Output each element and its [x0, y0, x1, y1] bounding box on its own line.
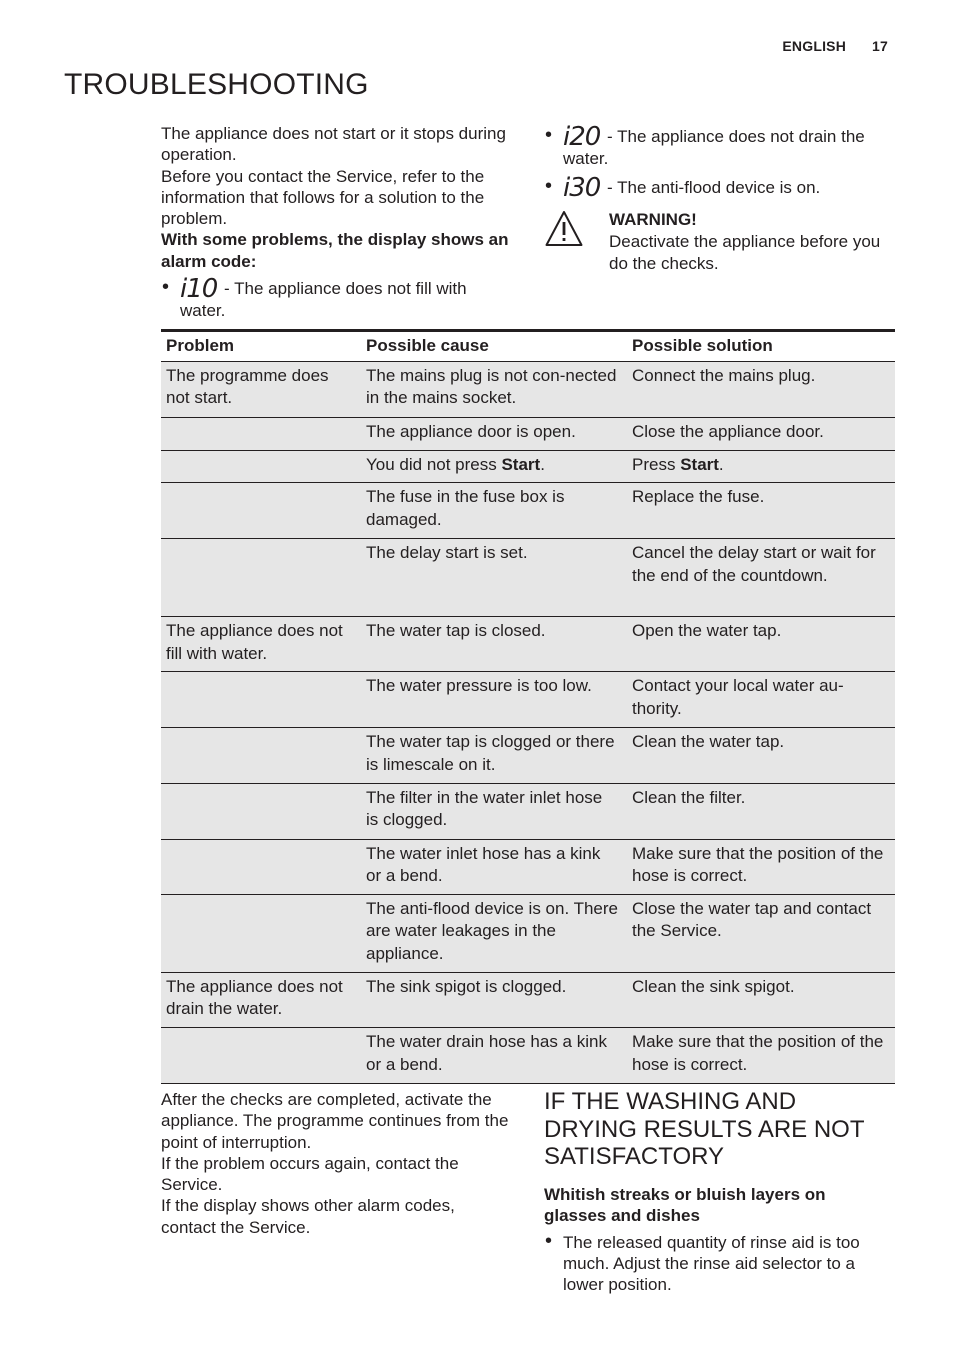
- solution-cell: Open the water tap.: [627, 617, 895, 672]
- cause-cell: [361, 450, 627, 483]
- problem-cell: [161, 839, 361, 894]
- header-solution: Possible solution: [627, 331, 895, 362]
- solution-cell: Contact your local water au-thority.: [627, 672, 895, 728]
- table-row: [161, 539, 895, 617]
- solution-cell: Replace the fuse.: [627, 483, 895, 539]
- section-heading: IF THE WASHING AND DRYING RESULTS ARE NOT SATISFACTORY: [544, 1088, 865, 1170]
- intro-paragraph-3: With some problems, the display shows an alarm code:: [161, 230, 509, 271]
- table-row: [161, 361, 895, 417]
- after-paragraph-1: After the checks are completed, activate the appliance. The programme continues from the point of interruption.: [161, 1090, 509, 1152]
- table-row: [161, 894, 895, 972]
- alarm-item: [544, 173, 894, 204]
- problem-cell: [161, 894, 361, 972]
- cause-cell: The sink spigot is clogged.: [361, 972, 627, 1027]
- cause-cell: The water tap is clogged or there is limescale on it.: [361, 728, 627, 783]
- header-problem: Problem: [161, 331, 361, 362]
- alarm-text: - The anti-flood device is on.: [602, 178, 821, 198]
- table-row: [161, 417, 895, 450]
- solution-cell: Connect the mains plug.: [627, 361, 895, 417]
- cause-cell: The water tap is closed.: [361, 617, 627, 672]
- cause-text: .: [540, 454, 545, 474]
- cause-cell: The water drain hose has a kink or a bend.: [361, 1027, 627, 1083]
- problem-cell: [161, 450, 361, 483]
- after-paragraph-2: If the problem occurs again, contact the Service.: [161, 1153, 459, 1195]
- solution-cell: Make sure that the position of the hose is correct.: [627, 1027, 895, 1083]
- section-subheading: Whitish streaks or bluish layers on glasses and dishes: [544, 1185, 826, 1225]
- alarm-text: - The appliance does not fill with water.: [180, 279, 467, 321]
- intro-column: [161, 123, 513, 321]
- after-paragraph-3: If the display shows other alarm codes, contact the Service.: [161, 1196, 455, 1237]
- problem-cell: The appliance does not fill with water.: [161, 617, 361, 672]
- solution-cell: Make sure that the position of the hose is correct.: [627, 839, 895, 894]
- intro-paragraph-1: The appliance does not start or it stops during operation.: [161, 124, 506, 165]
- cause-cell: The anti-flood device is on. There are water leakages in the appliance.: [361, 894, 627, 972]
- problem-cell: [161, 672, 361, 728]
- solution-cell: Clean the sink spigot.: [627, 972, 895, 1027]
- solution-cell: Clean the filter.: [627, 783, 895, 839]
- alarm-code: i30: [563, 173, 601, 204]
- warning-label: WARNING!: [609, 210, 697, 229]
- table-row: [161, 1027, 895, 1083]
- page-header: [782, 38, 888, 54]
- problem-cell: [161, 483, 361, 539]
- problem-cell: The appliance does not drain the water.: [161, 972, 361, 1027]
- table-row: [161, 728, 895, 783]
- problem-cell: [161, 417, 361, 450]
- warning-block: [609, 209, 889, 275]
- results-list: [544, 1232, 894, 1295]
- table-row: [161, 972, 895, 1027]
- troubleshooting-table: [161, 329, 895, 1084]
- cause-cell: The water inlet hose has a kink or a bend.: [361, 839, 627, 894]
- problem-cell: The programme does not start.: [161, 361, 361, 417]
- cause-cell: The fuse in the fuse box is damaged.: [361, 483, 627, 539]
- list-item: • The released quantity of rinse aid is too much. Adjust the rinse aid selector to a lower position.: [544, 1232, 894, 1295]
- alarm-item: [544, 122, 894, 169]
- table-row: [161, 672, 895, 728]
- language-label: ENGLISH: [782, 38, 847, 54]
- cause-cell: The mains plug is not con-nected in the mains socket.: [361, 361, 627, 417]
- cause-cell: The appliance door is open.: [361, 417, 627, 450]
- table-row: [161, 839, 895, 894]
- solution-cell: [627, 450, 895, 483]
- problem-cell: [161, 783, 361, 839]
- alarm-text: - The appliance does not drain the water.: [563, 127, 865, 168]
- problem-cell: [161, 539, 361, 617]
- solution-cell: Cancel the delay start or wait for the end of the countdown.: [627, 539, 895, 617]
- page-title: TROUBLESHOOTING: [64, 68, 369, 101]
- cause-cell: The delay start is set.: [361, 539, 627, 617]
- alarm-item: [161, 274, 513, 321]
- alarm-column: [544, 122, 894, 204]
- start-keyword: Start: [501, 454, 541, 474]
- warning-triangle-icon: [544, 209, 584, 254]
- table-row: [161, 483, 895, 539]
- start-keyword: Start: [680, 454, 719, 474]
- solution-cell: Close the water tap and contact the Service.: [627, 894, 895, 972]
- table-header-row: [161, 331, 895, 362]
- after-checks-column: [161, 1089, 511, 1238]
- problem-cell: [161, 1027, 361, 1083]
- page-number: 17: [872, 38, 888, 54]
- solution-cell: Close the appliance door.: [627, 417, 895, 450]
- cause-text: You did not press: [366, 454, 502, 474]
- cause-cell: The water pressure is too low.: [361, 672, 627, 728]
- table-row: [161, 783, 895, 839]
- header-cause: Possible cause: [361, 331, 627, 362]
- solution-text: Press: [632, 454, 681, 474]
- intro-paragraph-2: Before you contact the Service, refer to the information that follows for a solution to the problem.: [161, 166, 485, 229]
- alarm-code: i10: [180, 274, 218, 305]
- cause-cell: The filter in the water inlet hose is clogged.: [361, 783, 627, 839]
- warning-text: Deactivate the appliance before you do the checks.: [609, 232, 881, 273]
- solution-cell: Clean the water tap.: [627, 728, 895, 783]
- table-row: [161, 617, 895, 672]
- table-row: [161, 450, 895, 483]
- alarm-code: i20: [563, 122, 601, 152]
- solution-text: .: [718, 454, 724, 474]
- problem-cell: [161, 728, 361, 783]
